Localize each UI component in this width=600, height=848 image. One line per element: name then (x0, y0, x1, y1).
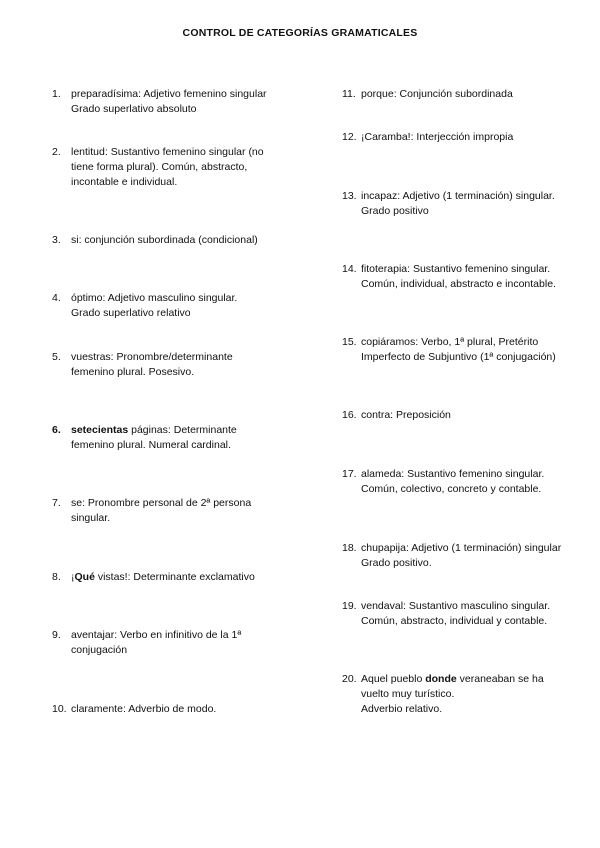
item-line: lentitud: Sustantivo femenino singular (no (71, 146, 264, 158)
item-text (71, 570, 296, 585)
item-line: óptimo: Adjetivo masculino singular. (71, 292, 238, 304)
item-text (71, 423, 296, 453)
item-line (71, 570, 296, 585)
item-number: 1. (52, 88, 61, 100)
item-line-rest: veraneaban se ha (456, 673, 544, 685)
item-number: 14. (342, 263, 357, 275)
document-title: CONTROL DE CATEGORÍAS GRAMATICALES (182, 27, 418, 39)
item-number: 5. (52, 351, 61, 363)
item-line: Grado positivo (361, 205, 429, 217)
item-text (71, 350, 296, 380)
item-line: se: Pronombre personal de 2ª persona (71, 497, 252, 509)
item-line: Adverbio relativo. (361, 703, 443, 715)
item-line: femenino plural. Numeral cardinal. (71, 439, 231, 451)
item-line: incontable e individual. (71, 176, 178, 188)
item-text (71, 233, 296, 248)
item-number: 16. (342, 409, 357, 421)
item-text (71, 702, 296, 717)
item-line: claramente: Adverbio de modo. (71, 703, 217, 715)
item-line: vuestras: Pronombre/determinante (71, 351, 233, 363)
item-number: 8. (52, 571, 61, 583)
item-line: Común, abstracto, individual y contable. (361, 615, 548, 627)
item-line: Imperfecto de Subjuntivo (1ª conjugación) (361, 351, 556, 363)
item-line: aventajar: Verbo en infinitivo de la 1ª (71, 629, 242, 641)
item-line-rest: páginas: Determinante (128, 424, 237, 436)
item-line: vendaval: Sustantivo masculino singular. (361, 600, 551, 612)
item-number: 13. (342, 190, 357, 202)
item-line (361, 672, 579, 687)
item-line: chupapija: Adjetivo (1 terminación) singular (361, 542, 562, 554)
item-line: alameda: Sustantivo femenino singular. (361, 468, 545, 480)
item-number: 17. (342, 468, 357, 480)
item-number: 11. (342, 88, 356, 100)
item-line: ¡Caramba!: Interjección impropia (361, 131, 514, 143)
item-line: singular. (71, 512, 111, 524)
item-number: 20. (342, 673, 357, 685)
item-line: preparadísima: Adjetivo femenino singular (71, 88, 267, 100)
item-text (71, 87, 296, 117)
item-text (361, 672, 579, 717)
item-number: 9. (52, 629, 61, 641)
bold-word: Qué (74, 571, 95, 583)
item-line: contra: Preposición (361, 409, 451, 421)
item-number: 4. (52, 292, 61, 304)
item-line: Común, colectivo, concreto y contable. (361, 483, 542, 495)
item-number: 10. (52, 703, 67, 715)
item-number: 2. (52, 146, 61, 158)
item-number: 18. (342, 542, 357, 554)
item-number: 6. (52, 424, 61, 436)
item-text (361, 335, 579, 365)
item-text (71, 628, 296, 658)
item-text (361, 87, 579, 102)
item-line: femenino plural. Posesivo. (71, 366, 195, 378)
item-text (71, 145, 296, 190)
item-line: si: conjunción subordinada (condicional) (71, 234, 258, 246)
item-text (361, 189, 579, 219)
item-line: porque: Conjunción subordinada (361, 88, 513, 100)
bold-word: donde (425, 673, 457, 685)
item-line: conjugación (71, 644, 128, 656)
item-text (71, 496, 296, 526)
item-number: 12. (342, 131, 357, 143)
item-line-rest: vistas!: Determinante exclamativo (94, 571, 255, 583)
item-text (361, 130, 579, 145)
item-line: copiáramos: Verbo, 1ª plural, Pretérito (361, 336, 539, 348)
item-text (361, 467, 579, 497)
item-line-pre: ¡ (71, 571, 75, 583)
item-text (361, 599, 579, 629)
item-text (361, 541, 579, 571)
item-number: 3. (52, 234, 61, 246)
bold-word: setecientas (71, 424, 129, 436)
item-line: incapaz: Adjetivo (1 terminación) singular. (361, 190, 555, 202)
item-line-pre: Aquel pueblo (361, 673, 426, 685)
item-text (361, 408, 579, 423)
item-number: 15. (342, 336, 357, 348)
item-line (71, 423, 296, 438)
item-line: tiene forma plural). Común, abstracto, (71, 161, 248, 173)
item-line: Grado superlativo absoluto (71, 103, 197, 115)
item-number: 19. (342, 600, 357, 612)
item-text (361, 262, 579, 292)
item-line: vuelto muy turístico. (361, 688, 455, 700)
item-line: Grado positivo. (361, 557, 432, 569)
item-line: Común, individual, abstracto e incontable. (361, 278, 556, 290)
item-line: Grado superlativo relativo (71, 307, 191, 319)
item-number: 7. (52, 497, 61, 509)
item-text (71, 291, 296, 321)
item-line: fitoterapia: Sustantivo femenino singular. (361, 263, 551, 275)
